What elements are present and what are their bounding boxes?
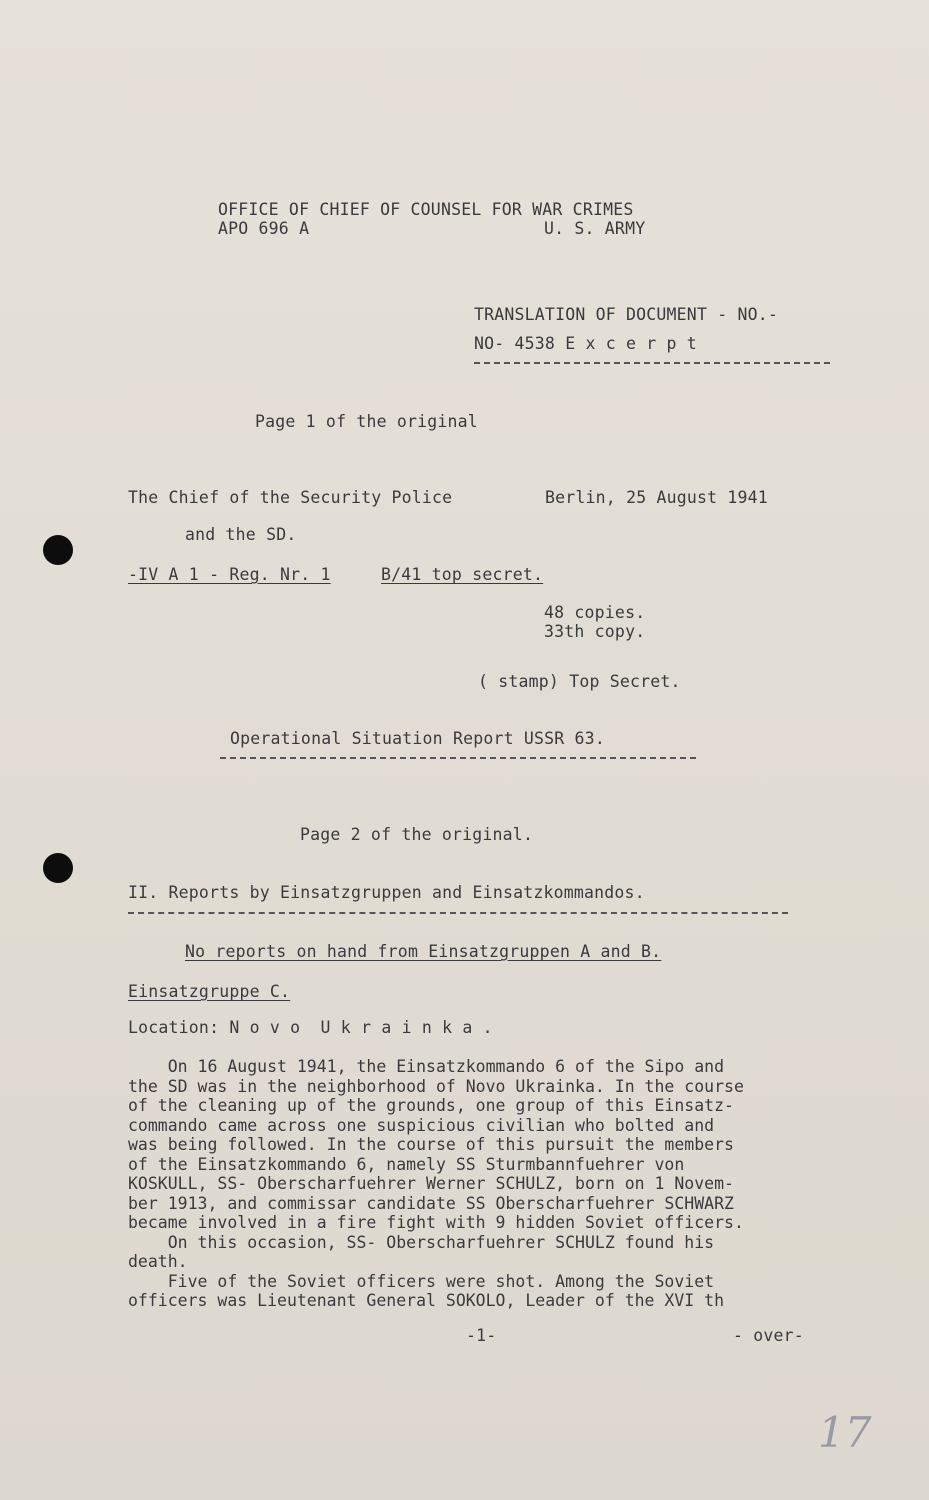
handwritten-page-mark: 17 [818,1408,872,1457]
body-line: ber 1913, and commissar candidate SS Oberscharfuehrer SCHWARZ [128,1193,734,1213]
section-heading: II. Reports by Einsatzgruppen and Einsatzkommandos. [128,883,645,902]
body-line: officers was Lieutenant General SOKOLO, Leader of the XVI th [128,1291,725,1310]
sender-chief: The Chief of the Security Police [128,488,453,507]
body-line: Five of the Soviet officers were shot. Among the Soviet [128,1271,715,1291]
page-number: -1- [466,1326,497,1345]
group-heading: Einsatzgruppe C. [128,982,291,1001]
body-line: death. [128,1252,188,1271]
report-title-underline [220,757,696,759]
translation-title: TRANSLATION OF DOCUMENT - NO.- [474,305,779,324]
punch-hole-bottom [43,853,73,883]
body-line: On this occasion, SS- Oberscharfuehrer SCHULZ found his [128,1232,715,1252]
body-line: On 16 August 1941, the Einsatzkommando 6 of the Sipo and [128,1057,725,1076]
army-line: U. S. ARMY [544,219,646,238]
registry-number: -IV A 1 - Reg. Nr. 1 [128,565,331,584]
copies-count: 48 copies. [544,603,646,622]
number-underline [474,362,830,364]
body-line: commando came across one suspicious civilian who bolted and [128,1115,715,1135]
body-line: became involved in a fire fight with 9 hidden Soviet officers. [128,1213,744,1232]
place-date: Berlin, 25 August 1941 [545,488,768,507]
section-heading-underline [128,912,788,914]
body-line: KOSKULL, SS- Oberscharfuehrer Werner SCHULZ, born on 1 Novem- [128,1174,734,1193]
report-body [128,1057,868,1311]
apo-line: APO 696 A [218,219,310,238]
office-line: OFFICE OF CHIEF OF COUNSEL FOR WAR CRIMES [218,200,634,219]
page2-label: Page 2 of the original. [300,825,534,844]
document-number: NO- 4538 E x c e r p t [474,334,697,353]
page1-label: Page 1 of the original [255,412,478,431]
registry-suffix: B/41 top secret. [381,565,544,584]
body-line: of the cleaning up of the grounds, one group of this Einsatz- [128,1096,734,1115]
body-line: was being followed. In the course of this pursuit the members [128,1135,734,1154]
body-line: of the Einsatzkommando 6, namely SS Sturmbannfuehrer von [128,1154,685,1174]
over-marker: - over- [733,1326,804,1345]
no-reports-line: No reports on hand from Einsatzgruppen A and B. [185,942,662,961]
stamp-line: ( stamp) Top Secret. [478,672,681,691]
punch-hole-top [43,535,73,565]
copy-number: 33th copy. [544,622,646,641]
body-line: the SD was in the neighborhood of Novo Ukrainka. In the course [128,1076,744,1096]
sender-sd: and the SD. [185,525,297,544]
location-line: Location: N o v o U k r a i n k a . [128,1018,493,1037]
report-title: Operational Situation Report USSR 63. [230,729,605,748]
